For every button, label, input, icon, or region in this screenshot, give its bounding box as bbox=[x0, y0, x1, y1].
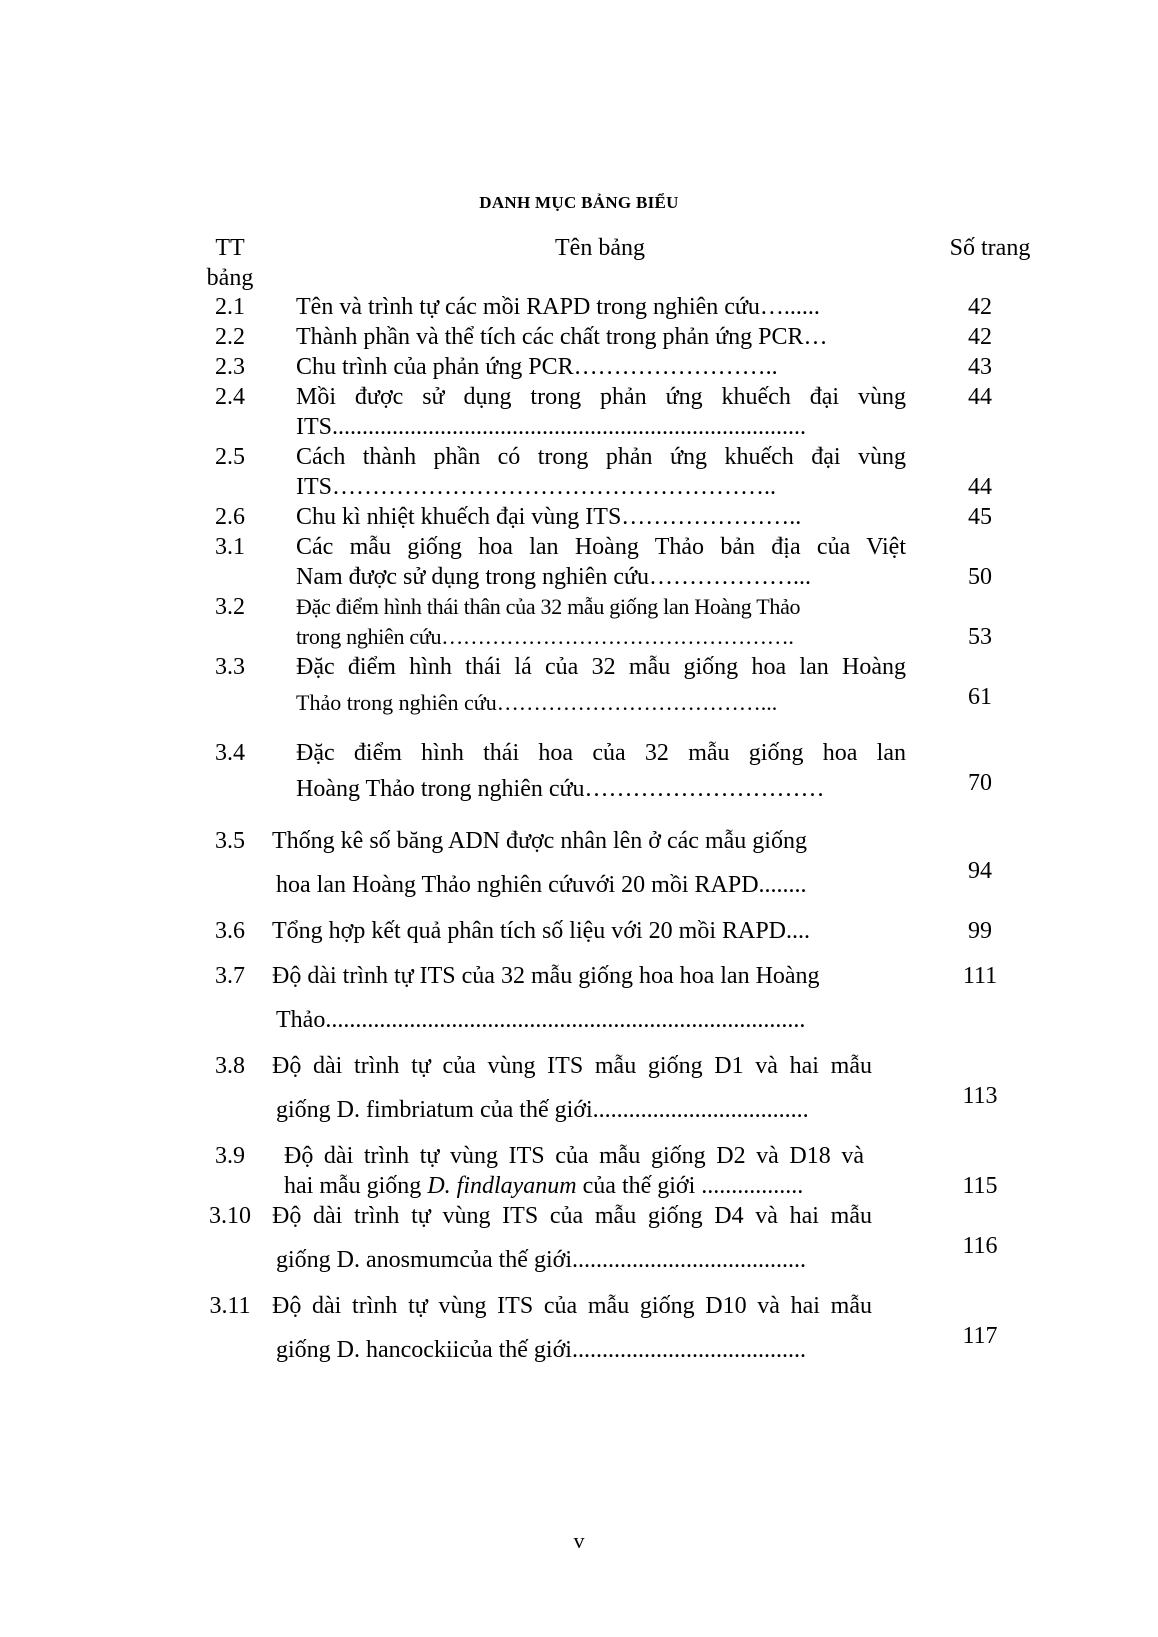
row-number: 2.3 bbox=[215, 354, 245, 380]
row-page: 44 bbox=[968, 474, 992, 500]
row-page: 53 bbox=[968, 624, 992, 650]
row-page: 94 bbox=[968, 858, 992, 884]
row-number: 3.9 bbox=[215, 1143, 245, 1169]
row-name bbox=[296, 592, 906, 652]
row-name-line: giống D. fimbriatum của thế giới.................................... bbox=[276, 1097, 809, 1123]
header-name: Tên bảng bbox=[555, 235, 645, 261]
row-page: 43 bbox=[968, 354, 992, 380]
row-page: 50 bbox=[968, 564, 992, 590]
row-name-line: Tổng hợp kết quả phân tích số liệu với 20 mồi RAPD.... bbox=[272, 918, 811, 944]
row-name bbox=[296, 532, 906, 592]
row-page: 42 bbox=[968, 324, 992, 350]
row-name bbox=[272, 1284, 872, 1372]
row-number: 3.7 bbox=[215, 963, 245, 989]
row-name bbox=[296, 442, 906, 502]
row-name-line: Các mẫu giống hoa lan Hoàng Thảo bản địa của Việt bbox=[296, 534, 906, 560]
row-number: 3.4 bbox=[215, 740, 245, 766]
row-name bbox=[284, 1141, 864, 1201]
species-name: D. findlayanum bbox=[427, 1173, 577, 1199]
row-name-line: Đặc điểm hình thái hoa của 32 mẫu giống hoa lan bbox=[296, 740, 906, 766]
row-name-line: Thảo................................................................................ bbox=[276, 1007, 806, 1033]
row-name-line: Cách thành phần có trong phản ứng khuếch đại vùng bbox=[296, 444, 906, 470]
row-name-line: Thảo trong nghiên cứu………………………………... bbox=[296, 690, 778, 715]
row-page: 117 bbox=[962, 1323, 998, 1349]
row-number: 2.4 bbox=[215, 384, 245, 410]
row-name-line: Thống kê số băng ADN được nhân lên ở các mẫu giống bbox=[272, 828, 807, 854]
row-name bbox=[272, 954, 872, 1042]
row-name-text: hai mẫu giống bbox=[284, 1173, 428, 1199]
row-name-line: Hoàng Thảo trong nghiên cứu………………………… bbox=[296, 776, 825, 802]
row-name-line: Chu kì nhiệt khuếch đại vùng ITS………………….. bbox=[296, 504, 802, 530]
header-number-line2: bảng bbox=[206, 265, 254, 291]
row-name-line: ITS……………………………………………….. bbox=[296, 474, 776, 500]
row-name-line: Đặc điểm hình thái thân của 32 mẫu giống lan Hoàng Thảo bbox=[296, 594, 801, 619]
row-name-line: Thành phần và thể tích các chất trong phản ứng PCR… bbox=[296, 324, 828, 350]
header-number bbox=[190, 233, 270, 293]
row-page: 113 bbox=[962, 1083, 998, 1109]
page-title: DANH MỤC BẢNG BIỂU bbox=[479, 193, 679, 212]
row-page: 116 bbox=[962, 1233, 998, 1259]
row-name-line: giống D. hancockiicủa thế giới....................................... bbox=[276, 1337, 806, 1363]
row-name bbox=[296, 735, 906, 807]
row-number: 3.11 bbox=[209, 1293, 251, 1319]
header-number-line1: TT bbox=[215, 235, 245, 261]
row-number: 3.1 bbox=[215, 534, 245, 560]
row-number: 3.3 bbox=[215, 654, 245, 680]
row-name bbox=[272, 819, 872, 907]
row-page: 44 bbox=[968, 384, 992, 410]
row-number: 3.10 bbox=[209, 1203, 251, 1229]
row-page: 61 bbox=[968, 684, 992, 710]
row-name-line: Độ dài trình tự của vùng ITS mẫu giống D1 và hai mẫu bbox=[272, 1053, 872, 1079]
row-name-line: giống D. anosmumcủa thế giới....................................... bbox=[276, 1247, 806, 1273]
row-name bbox=[296, 382, 906, 442]
row-number: 3.2 bbox=[215, 594, 245, 620]
row-page: 45 bbox=[968, 504, 992, 530]
row-name bbox=[296, 352, 906, 382]
row-name bbox=[296, 652, 906, 718]
row-name-line: Độ dài trình tự vùng ITS của mẫu giống D4 và hai mẫu bbox=[272, 1203, 872, 1229]
row-page: 42 bbox=[968, 294, 992, 320]
row-name-line: Tên và trình tự các mồi RAPD trong nghiên cứu…...... bbox=[296, 294, 820, 320]
row-name-text: của thế giới ................. bbox=[576, 1173, 804, 1199]
row-name-line: Đặc điểm hình thái lá của 32 mẫu giống hoa lan Hoàng bbox=[296, 654, 906, 680]
row-number: 3.5 bbox=[215, 828, 245, 854]
page-number: v bbox=[573, 1528, 585, 1553]
row-name bbox=[272, 1194, 872, 1282]
row-name-line: Độ dài trình tự ITS của 32 mẫu giống hoa hoa lan Hoàng bbox=[272, 963, 820, 989]
row-name bbox=[296, 502, 906, 532]
row-name-line: Chu trình của phản ứng PCR…………………….. bbox=[296, 354, 778, 380]
row-number: 2.6 bbox=[215, 504, 245, 530]
row-name-line: trong nghiên cứu…………………………………………. bbox=[296, 624, 794, 649]
row-number: 3.8 bbox=[215, 1053, 245, 1079]
row-number: 2.1 bbox=[215, 294, 245, 320]
row-name-line: ITS............................................................................... bbox=[296, 414, 806, 440]
row-name-line: Độ dài trình tự vùng ITS của mẫu giống D10 và hai mẫu bbox=[272, 1293, 872, 1319]
row-name-line: Mồi được sử dụng trong phản ứng khuếch đại vùng bbox=[296, 384, 906, 410]
row-number: 2.5 bbox=[215, 444, 245, 470]
row-name bbox=[272, 916, 872, 946]
row-number: 3.6 bbox=[215, 918, 245, 944]
header-page: Số trang bbox=[949, 235, 1031, 261]
row-page: 115 bbox=[962, 1173, 998, 1199]
row-number: 2.2 bbox=[215, 324, 245, 350]
row-name bbox=[272, 1044, 872, 1132]
row-name bbox=[296, 292, 906, 322]
row-page: 99 bbox=[968, 918, 992, 944]
row-page: 70 bbox=[968, 770, 992, 796]
row-name-line: Nam được sử dụng trong nghiên cứu………………... bbox=[296, 564, 811, 590]
row-page: 111 bbox=[962, 963, 998, 989]
row-name bbox=[296, 322, 906, 352]
row-name-line: hoa lan Hoàng Thảo nghiên cứuvới 20 mồi RAPD........ bbox=[276, 872, 807, 898]
row-name-line: Độ dài trình tự vùng ITS của mẫu giống D2 và D18 và bbox=[284, 1143, 864, 1169]
